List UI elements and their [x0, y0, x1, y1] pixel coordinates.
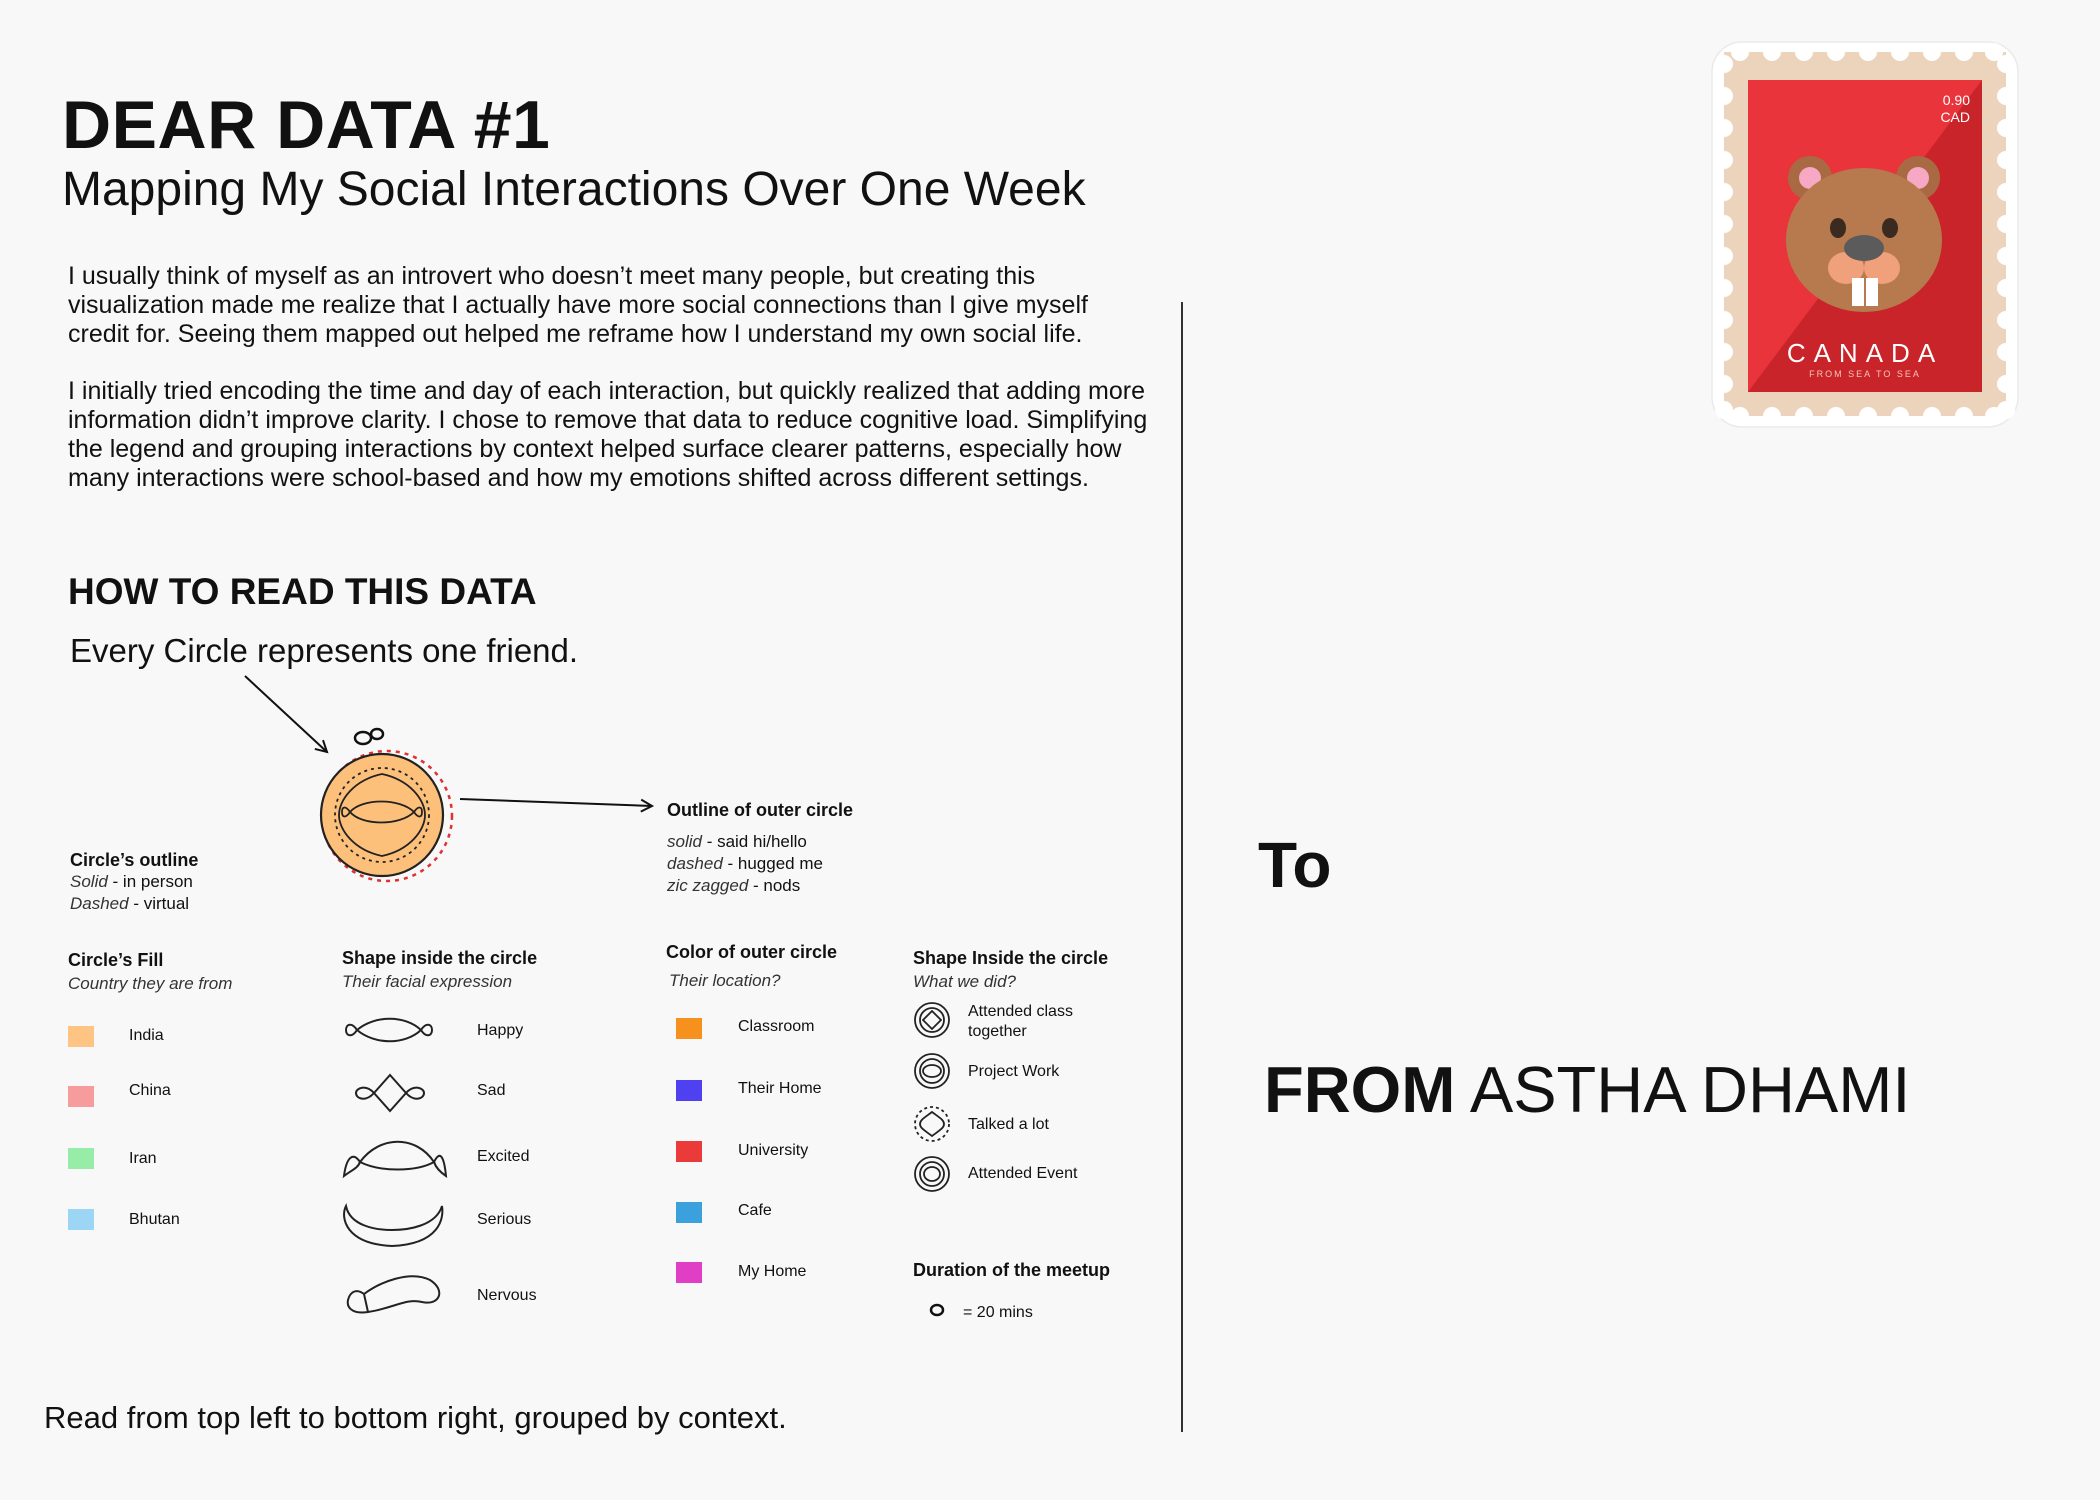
fill-swatch-china [68, 1086, 94, 1107]
duration-legend-title: Duration of the meetup [913, 1260, 1110, 1280]
address-from-name: ASTHA DHAMI [1469, 1053, 1911, 1126]
outline-solid-term: solid [667, 832, 702, 851]
expression-legend-subtitle: Their facial expression [342, 972, 513, 991]
duration-ring-icon [931, 1305, 943, 1315]
address-to: To [1258, 829, 1332, 901]
solid-desc: - in person [107, 872, 193, 891]
outline-dashed-term: dashed [667, 854, 723, 873]
pointer-arrow-to-circle [245, 676, 327, 752]
stamp-currency: CAD [1940, 109, 1970, 125]
stamp-country: CANADA [1786, 338, 1944, 368]
happy-shape-icon [346, 1019, 432, 1042]
excited-shape-icon [344, 1142, 446, 1176]
attended-event-icon [915, 1157, 949, 1191]
talked-a-lot-icon [915, 1107, 949, 1141]
how-to-read-heading: HOW TO READ THIS DATA [68, 571, 537, 612]
expression-label-nervous: Nervous [477, 1287, 537, 1304]
fill-label-china: China [129, 1082, 171, 1099]
location-swatch-cafe [676, 1202, 702, 1223]
location-legend-subtitle: Their location? [669, 971, 781, 990]
fill-legend-title: Circle’s Fill [68, 950, 164, 970]
location-swatch-university [676, 1141, 702, 1162]
address-from [1264, 1052, 1910, 1127]
serious-shape-icon [344, 1206, 442, 1246]
circle-outline-legend [70, 850, 198, 915]
outline-zigzag-term: zic zagged [667, 876, 749, 895]
project-work-icon [915, 1054, 949, 1088]
location-label-classroom: Classroom [738, 1018, 815, 1035]
outer-outline-title: Outline of outer circle [667, 800, 854, 820]
fill-swatch-iran [68, 1148, 94, 1169]
location-label-cafe: Cafe [738, 1202, 772, 1219]
nervous-shape-icon [348, 1276, 440, 1312]
intro-paragraph-2: I initially tried encoding the time and day of each interaction, but quickly realized that adding more information didn’t improve clarity. I chose to remove that data to reduce cognitive load. Simplifying the legend and grouping interactions by context helped surface clearer patterns, especially how many interactions were school-based and how my emotions shifted across different settings. [68, 377, 1148, 492]
activity-legend-subtitle: What we did? [913, 972, 1016, 991]
activity-legend-title: Shape Inside the circle [913, 948, 1109, 968]
solid-term: Solid [70, 872, 108, 891]
activity-label-attended-class: Attended class together [968, 1003, 1073, 1040]
location-label-university: University [738, 1142, 809, 1159]
page-title: DEAR DATA #1 [62, 87, 551, 163]
activity-label-attended-event: Attended Event [968, 1165, 1078, 1182]
fill-legend-subtitle: Country they are from [68, 974, 233, 993]
expression-label-sad: Sad [477, 1082, 506, 1099]
location-swatch-their-home [676, 1080, 702, 1101]
address-from-label: FROM [1264, 1053, 1456, 1126]
fill-swatch-india [68, 1026, 94, 1047]
activity-label-talked-a-lot: Talked a lot [968, 1116, 1049, 1133]
dashed-term: Dashed [70, 894, 129, 913]
page-subtitle: Mapping My Social Interactions Over One Week [62, 163, 1086, 216]
intro-paragraph-1: I usually think of myself as an introvert who doesn’t meet many people, but creating this visualization made me realize that I actually have more social connections than I give myself credit for. Seeing them mapped out helped me reframe how I understand my own social life. [68, 262, 1088, 348]
expression-label-happy: Happy [477, 1022, 524, 1039]
sad-shape-icon [356, 1075, 424, 1111]
fill-label-iran: Iran [129, 1150, 157, 1167]
example-friend-circle [321, 729, 452, 881]
outline-zigzag-desc: - nods [748, 876, 801, 895]
pointer-arrow-to-outline [460, 799, 652, 806]
fill-swatch-bhutan [68, 1209, 94, 1230]
activity-label-project-work: Project Work [968, 1063, 1060, 1080]
stamp-price-block [1900, 92, 1970, 126]
dashed-desc: - virtual [128, 894, 190, 913]
circle-outline-title: Circle’s outline [70, 850, 199, 870]
outer-outline-legend [667, 800, 853, 897]
stamp-price: 0.90 [1942, 92, 1970, 108]
outline-dashed-desc: - hugged me [722, 854, 823, 873]
location-legend-title: Color of outer circle [666, 942, 838, 962]
location-swatch-my-home [676, 1262, 702, 1283]
attended-class-icon [915, 1003, 949, 1037]
beaver-icon [1786, 156, 1942, 312]
postcard-divider [1181, 302, 1183, 1432]
reading-instructions: Read from top left to bottom right, grouped by context. [44, 1400, 787, 1435]
stamp-motto: FROM SEA TO SEA [1809, 369, 1921, 379]
location-swatch-classroom [676, 1018, 702, 1039]
expression-label-serious: Serious [477, 1211, 532, 1228]
location-label-their-home: Their Home [738, 1080, 822, 1097]
expression-legend-title: Shape inside the circle [342, 948, 538, 968]
location-label-my-home: My Home [738, 1263, 807, 1280]
expression-label-excited: Excited [477, 1148, 530, 1165]
outline-solid-desc: - said hi/hello [701, 832, 807, 851]
duration-legend-value: = 20 mins [963, 1304, 1033, 1321]
fill-label-india: India [129, 1027, 164, 1044]
fill-label-bhutan: Bhutan [129, 1211, 180, 1228]
every-circle-caption: Every Circle represents one friend. [70, 632, 579, 669]
